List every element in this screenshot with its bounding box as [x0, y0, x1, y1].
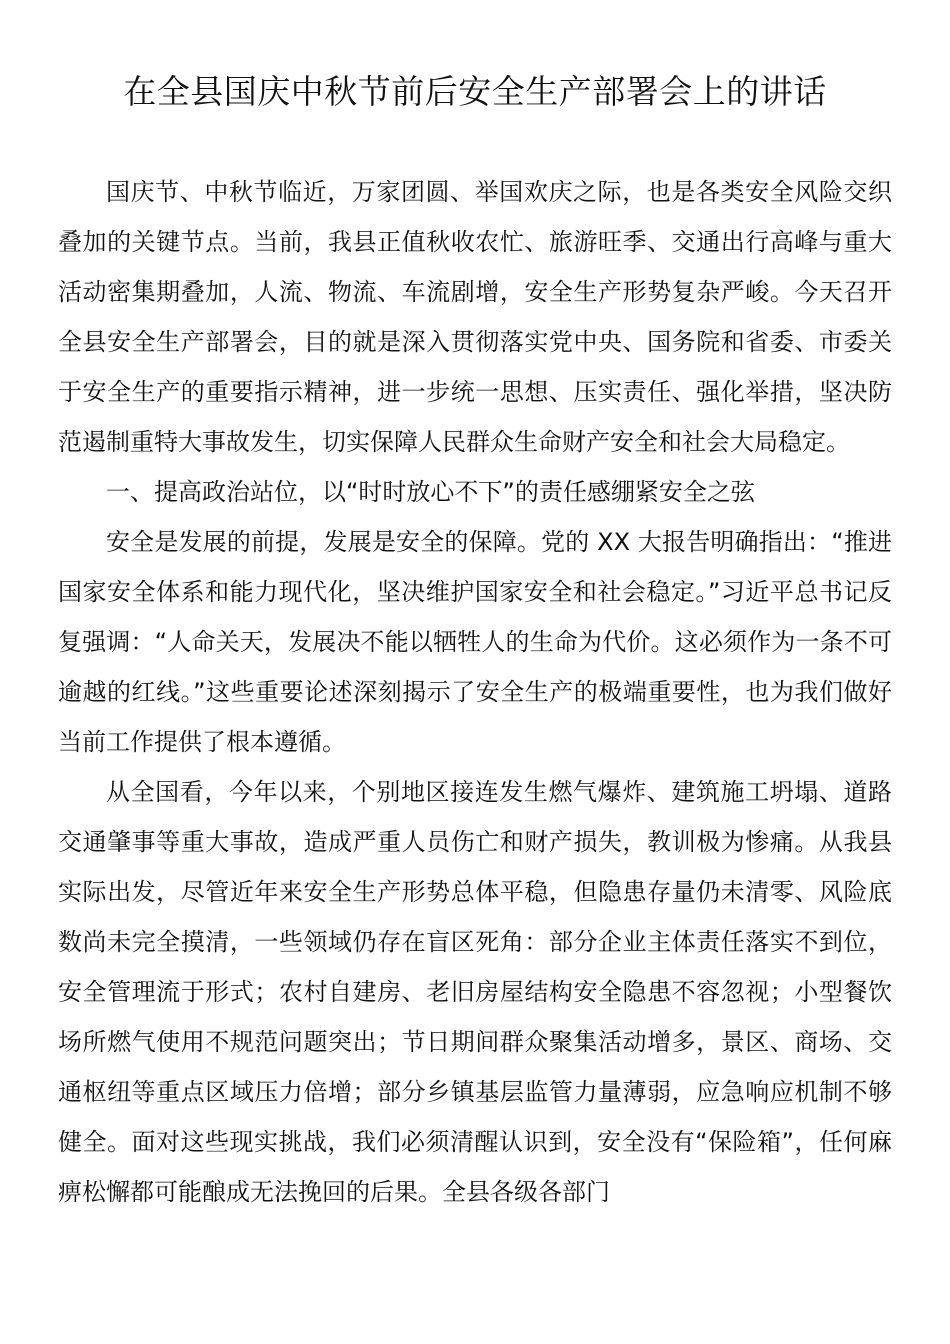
document-title: 在全县国庆中秋节前后安全生产部署会上的讲话 [123, 72, 827, 111]
paragraph-security-premise: 安全是发展的前提，发展是安全的保障。党的 XX 大报告明确指出：“推进国家安全体系和能力现代化，坚决维护国家安全和社会稳定。”习近平总书记反复强调：“人命关天，发展决不能以牺牲人的生命为代价。这必须作为一条不可逾越的红线。”这些重要论述深刻揭示了安全生产的极端重要性，也为我们做好当前工作提供了根本遵循。 [58, 528, 892, 756]
section-heading-1: 一、提高政治站位，以“时时放心不下”的责任感绷紧安全之弦 [106, 478, 755, 506]
document-body [58, 167, 892, 1217]
paragraph-national-situation: 从全国看，今年以来，个别地区接连发生燃气爆炸、建筑施工坍塌、道路交通肇事等重大事故，造成严重人员伤亡和财产损失，教训极为惨痛。从我县实际出发，尽管近年来安全生产形势总体平稳，但隐患存量仍未清零、风险底数尚未完全摸清，一些领域仍存在盲区死角：部分企业主体责任落实不到位，安全管理流于形式；农村自建房、老旧房屋结构安全隐患不容忽视；小型餐饮场所燃气使用不规范问题突出；节日期间群众聚集活动增多，景区、商场、交通枢纽等重点区域压力倍增；部分乡镇基层监管力量薄弱，应急响应机制不够健全。面对这些现实挑战，我们必须清醒认识到，安全没有“保险箱”，任何麻痹松懈都可能酿成无法挽回的后果。全县各级各部门 [58, 778, 892, 1206]
paragraph-intro: 国庆节、中秋节临近，万家团圆、举国欢庆之际，也是各类安全风险交织叠加的关键节点。当前，我县正值秋收农忙、旅游旺季、交通出行高峰与重大活动密集期叠加，人流、物流、车流剧增，安全生产形势复杂严峻。今天召开全县安全生产部署会，目的就是深入贯彻落实党中央、国务院和省委、市委关于安全生产的重要指示精神，进一步统一思想、压实责任、强化举措，坚决防范遏制重特大事故发生，切实保障人民群众生命财产安全和社会大局稳定。 [58, 178, 892, 456]
